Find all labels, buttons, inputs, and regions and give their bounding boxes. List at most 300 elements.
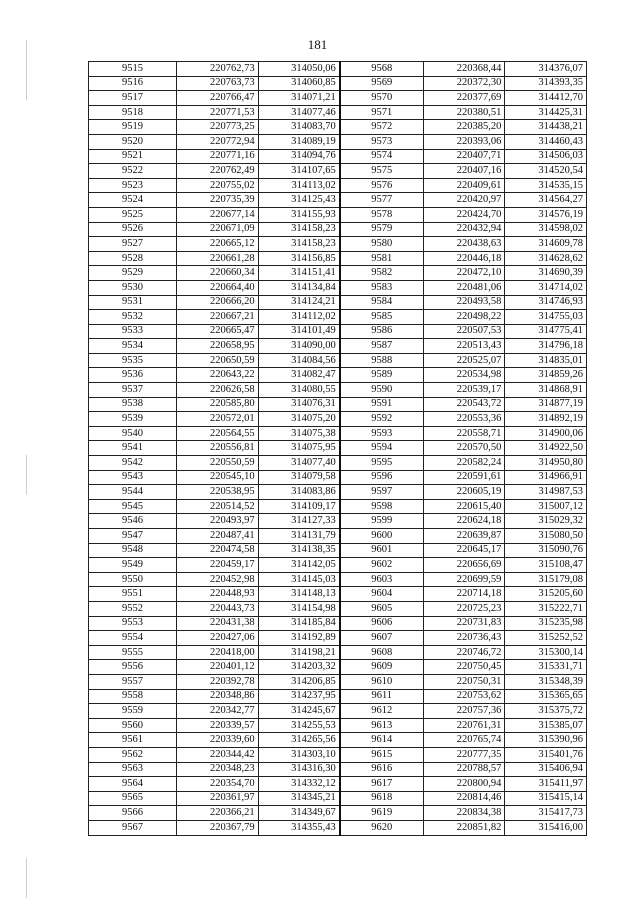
y-coordinate-right: 315417,73	[505, 806, 587, 821]
table-row	[89, 310, 587, 325]
point-number-left: 9536	[89, 368, 177, 383]
table-row	[89, 193, 587, 208]
scan-margin-line	[26, 858, 27, 898]
table-row	[89, 777, 587, 792]
table-row	[89, 339, 587, 354]
x-coordinate-right: 220570,50	[423, 441, 505, 456]
table-row	[89, 806, 587, 821]
y-coordinate-right: 314714,02	[505, 280, 587, 295]
y-coordinate-right: 314576,19	[505, 207, 587, 222]
point-number-right: 9593	[340, 426, 424, 441]
point-number-left: 9550	[89, 572, 177, 587]
x-coordinate-right: 220377,69	[423, 91, 505, 106]
point-number-left: 9519	[89, 120, 177, 135]
x-coordinate-left: 220773,25	[177, 120, 259, 135]
table-row	[89, 368, 587, 383]
point-number-right: 9584	[340, 295, 424, 310]
y-coordinate-left: 314127,33	[258, 514, 340, 529]
point-number-right: 9607	[340, 631, 424, 646]
x-coordinate-left: 220487,41	[177, 529, 259, 544]
x-coordinate-left: 220735,39	[177, 193, 259, 208]
x-coordinate-left: 220538,95	[177, 485, 259, 500]
point-number-left: 9517	[89, 91, 177, 106]
x-coordinate-left: 220550,59	[177, 456, 259, 471]
table-row	[89, 733, 587, 748]
table-row	[89, 353, 587, 368]
y-coordinate-right: 314987,53	[505, 485, 587, 500]
point-number-right: 9605	[340, 601, 424, 616]
x-coordinate-right: 220558,71	[423, 426, 505, 441]
y-coordinate-left: 314075,20	[258, 412, 340, 427]
y-coordinate-right: 314438,21	[505, 120, 587, 135]
x-coordinate-left: 220667,21	[177, 310, 259, 325]
y-coordinate-right: 315179,08	[505, 572, 587, 587]
point-number-left: 9556	[89, 660, 177, 675]
x-coordinate-left: 220354,70	[177, 777, 259, 792]
point-number-right: 9620	[340, 820, 424, 835]
y-coordinate-right: 315029,32	[505, 514, 587, 529]
point-number-left: 9543	[89, 470, 177, 485]
y-coordinate-left: 314198,21	[258, 645, 340, 660]
y-coordinate-left: 314107,65	[258, 164, 340, 179]
x-coordinate-left: 220342,77	[177, 704, 259, 719]
point-number-right: 9580	[340, 237, 424, 252]
y-coordinate-left: 314192,89	[258, 631, 340, 646]
x-coordinate-right: 220591,61	[423, 470, 505, 485]
point-number-right: 9573	[340, 134, 424, 149]
point-number-right: 9602	[340, 558, 424, 573]
point-number-left: 9552	[89, 601, 177, 616]
point-number-right: 9589	[340, 368, 424, 383]
point-number-left: 9538	[89, 397, 177, 412]
y-coordinate-right: 315365,65	[505, 689, 587, 704]
x-coordinate-left: 220339,57	[177, 718, 259, 733]
point-number-right: 9617	[340, 777, 424, 792]
y-coordinate-right: 314535,15	[505, 178, 587, 193]
y-coordinate-right: 315235,98	[505, 616, 587, 631]
table-row	[89, 631, 587, 646]
point-number-right: 9585	[340, 310, 424, 325]
x-coordinate-right: 220800,94	[423, 777, 505, 792]
x-coordinate-right: 220746,72	[423, 645, 505, 660]
point-number-left: 9534	[89, 339, 177, 354]
x-coordinate-right: 220432,94	[423, 222, 505, 237]
y-coordinate-right: 314425,31	[505, 105, 587, 120]
y-coordinate-right: 314859,26	[505, 368, 587, 383]
point-number-right: 9604	[340, 587, 424, 602]
y-coordinate-left: 314050,06	[258, 62, 340, 77]
point-number-left: 9527	[89, 237, 177, 252]
point-number-right: 9569	[340, 76, 424, 91]
y-coordinate-right: 314393,35	[505, 76, 587, 91]
x-coordinate-left: 220427,06	[177, 631, 259, 646]
point-number-right: 9575	[340, 164, 424, 179]
x-coordinate-left: 220367,79	[177, 820, 259, 835]
table-row	[89, 324, 587, 339]
y-coordinate-left: 314083,86	[258, 485, 340, 500]
table-row	[89, 251, 587, 266]
x-coordinate-right: 220814,46	[423, 791, 505, 806]
table-row	[89, 266, 587, 281]
point-number-right: 9590	[340, 383, 424, 398]
x-coordinate-left: 220452,98	[177, 572, 259, 587]
x-coordinate-right: 220393,06	[423, 134, 505, 149]
x-coordinate-right: 220761,31	[423, 718, 505, 733]
point-number-left: 9524	[89, 193, 177, 208]
y-coordinate-right: 314564,27	[505, 193, 587, 208]
y-coordinate-right: 314892,19	[505, 412, 587, 427]
x-coordinate-left: 220443,73	[177, 601, 259, 616]
point-number-right: 9600	[340, 529, 424, 544]
table-row	[89, 207, 587, 222]
y-coordinate-left: 314255,53	[258, 718, 340, 733]
table-row	[89, 718, 587, 733]
y-coordinate-right: 314690,39	[505, 266, 587, 281]
y-coordinate-left: 314083,70	[258, 120, 340, 135]
x-coordinate-left: 220556,81	[177, 441, 259, 456]
x-coordinate-right: 220420,97	[423, 193, 505, 208]
point-number-left: 9557	[89, 674, 177, 689]
y-coordinate-right: 315222,71	[505, 601, 587, 616]
point-number-left: 9555	[89, 645, 177, 660]
table-row	[89, 601, 587, 616]
x-coordinate-left: 220348,23	[177, 762, 259, 777]
point-number-right: 9615	[340, 747, 424, 762]
table-row	[89, 499, 587, 514]
point-number-left: 9518	[89, 105, 177, 120]
table-row	[89, 543, 587, 558]
table-row	[89, 820, 587, 835]
x-coordinate-left: 220762,49	[177, 164, 259, 179]
y-coordinate-left: 314080,55	[258, 383, 340, 398]
x-coordinate-right: 220539,17	[423, 383, 505, 398]
table-row	[89, 747, 587, 762]
x-coordinate-left: 220771,53	[177, 105, 259, 120]
point-number-right: 9574	[340, 149, 424, 164]
point-number-right: 9570	[340, 91, 424, 106]
y-coordinate-right: 315331,71	[505, 660, 587, 675]
table-row	[89, 178, 587, 193]
table-row	[89, 120, 587, 135]
point-number-right: 9592	[340, 412, 424, 427]
point-number-right: 9608	[340, 645, 424, 660]
point-number-left: 9525	[89, 207, 177, 222]
x-coordinate-right: 220481,06	[423, 280, 505, 295]
point-number-right: 9609	[340, 660, 424, 675]
y-coordinate-right: 315348,39	[505, 674, 587, 689]
table-row	[89, 412, 587, 427]
x-coordinate-right: 220407,71	[423, 149, 505, 164]
x-coordinate-right: 220605,19	[423, 485, 505, 500]
y-coordinate-left: 314084,56	[258, 353, 340, 368]
y-coordinate-right: 314796,18	[505, 339, 587, 354]
y-coordinate-left: 314082,47	[258, 368, 340, 383]
table-row	[89, 674, 587, 689]
y-coordinate-left: 314060,85	[258, 76, 340, 91]
point-number-left: 9554	[89, 631, 177, 646]
x-coordinate-right: 220409,61	[423, 178, 505, 193]
y-coordinate-right: 314520,54	[505, 164, 587, 179]
point-number-right: 9614	[340, 733, 424, 748]
point-number-left: 9526	[89, 222, 177, 237]
table-row	[89, 222, 587, 237]
x-coordinate-left: 220755,02	[177, 178, 259, 193]
x-coordinate-left: 220643,22	[177, 368, 259, 383]
x-coordinate-left: 220448,93	[177, 587, 259, 602]
y-coordinate-left: 314355,43	[258, 820, 340, 835]
y-coordinate-right: 314900,06	[505, 426, 587, 441]
x-coordinate-right: 220513,43	[423, 339, 505, 354]
x-coordinate-left: 220650,59	[177, 353, 259, 368]
point-number-left: 9542	[89, 456, 177, 471]
y-coordinate-left: 314112,02	[258, 310, 340, 325]
y-coordinate-left: 314094,76	[258, 149, 340, 164]
x-coordinate-left: 220658,95	[177, 339, 259, 354]
y-coordinate-left: 314142,05	[258, 558, 340, 573]
y-coordinate-left: 314237,95	[258, 689, 340, 704]
point-number-left: 9529	[89, 266, 177, 281]
y-coordinate-right: 315090,76	[505, 543, 587, 558]
coordinates-table-body	[89, 62, 587, 836]
point-number-left: 9559	[89, 704, 177, 719]
x-coordinate-left: 220572,01	[177, 412, 259, 427]
y-coordinate-right: 314412,70	[505, 91, 587, 106]
y-coordinate-left: 314075,95	[258, 441, 340, 456]
x-coordinate-right: 220407,16	[423, 164, 505, 179]
y-coordinate-right: 315406,94	[505, 762, 587, 777]
y-coordinate-right: 314922,50	[505, 441, 587, 456]
y-coordinate-right: 314775,41	[505, 324, 587, 339]
y-coordinate-left: 314090,00	[258, 339, 340, 354]
table-row	[89, 91, 587, 106]
x-coordinate-left: 220361,97	[177, 791, 259, 806]
y-coordinate-left: 314156,85	[258, 251, 340, 266]
point-number-left: 9565	[89, 791, 177, 806]
y-coordinate-right: 315385,07	[505, 718, 587, 733]
point-number-left: 9520	[89, 134, 177, 149]
point-number-right: 9579	[340, 222, 424, 237]
y-coordinate-right: 314460,43	[505, 134, 587, 149]
y-coordinate-left: 314089,19	[258, 134, 340, 149]
x-coordinate-right: 220788,57	[423, 762, 505, 777]
x-coordinate-left: 220392,78	[177, 674, 259, 689]
point-number-left: 9551	[89, 587, 177, 602]
scan-margin-line	[26, 455, 27, 495]
x-coordinate-right: 220446,18	[423, 251, 505, 266]
x-coordinate-right: 220553,36	[423, 412, 505, 427]
x-coordinate-right: 220615,40	[423, 499, 505, 514]
table-row	[89, 470, 587, 485]
x-coordinate-left: 220459,17	[177, 558, 259, 573]
y-coordinate-left: 314185,84	[258, 616, 340, 631]
x-coordinate-left: 220344,42	[177, 747, 259, 762]
table-row	[89, 295, 587, 310]
table-row	[89, 558, 587, 573]
y-coordinate-right: 315416,00	[505, 820, 587, 835]
x-coordinate-right: 220624,18	[423, 514, 505, 529]
y-coordinate-right: 315411,97	[505, 777, 587, 792]
x-coordinate-left: 220762,73	[177, 62, 259, 77]
y-coordinate-left: 314158,23	[258, 222, 340, 237]
point-number-right: 9571	[340, 105, 424, 120]
point-number-left: 9521	[89, 149, 177, 164]
x-coordinate-left: 220366,21	[177, 806, 259, 821]
y-coordinate-right: 315007,12	[505, 499, 587, 514]
y-coordinate-left: 314203,32	[258, 660, 340, 675]
y-coordinate-left: 314076,31	[258, 397, 340, 412]
point-number-right: 9577	[340, 193, 424, 208]
point-number-left: 9566	[89, 806, 177, 821]
y-coordinate-left: 314303,10	[258, 747, 340, 762]
x-coordinate-right: 220765,74	[423, 733, 505, 748]
point-number-right: 9611	[340, 689, 424, 704]
x-coordinate-right: 220380,51	[423, 105, 505, 120]
table-row	[89, 689, 587, 704]
y-coordinate-left: 314154,98	[258, 601, 340, 616]
y-coordinate-left: 314113,02	[258, 178, 340, 193]
y-coordinate-right: 314376,07	[505, 62, 587, 77]
y-coordinate-left: 314155,93	[258, 207, 340, 222]
point-number-left: 9562	[89, 747, 177, 762]
y-coordinate-right: 315300,14	[505, 645, 587, 660]
point-number-right: 9588	[340, 353, 424, 368]
x-coordinate-right: 220543,72	[423, 397, 505, 412]
y-coordinate-right: 315080,50	[505, 529, 587, 544]
x-coordinate-right: 220385,20	[423, 120, 505, 135]
table-row	[89, 616, 587, 631]
table-row	[89, 704, 587, 719]
point-number-right: 9603	[340, 572, 424, 587]
table-row	[89, 134, 587, 149]
x-coordinate-right: 220472,10	[423, 266, 505, 281]
y-coordinate-left: 314138,35	[258, 543, 340, 558]
table-row	[89, 426, 587, 441]
table-row	[89, 456, 587, 471]
point-number-right: 9619	[340, 806, 424, 821]
y-coordinate-left: 314158,23	[258, 237, 340, 252]
y-coordinate-left: 314071,21	[258, 91, 340, 106]
x-coordinate-left: 220771,16	[177, 149, 259, 164]
point-number-right: 9618	[340, 791, 424, 806]
point-number-left: 9567	[89, 820, 177, 835]
y-coordinate-right: 315390,96	[505, 733, 587, 748]
point-number-right: 9612	[340, 704, 424, 719]
point-number-right: 9581	[340, 251, 424, 266]
table-row	[89, 62, 587, 77]
point-number-left: 9522	[89, 164, 177, 179]
point-number-right: 9586	[340, 324, 424, 339]
y-coordinate-left: 314077,46	[258, 105, 340, 120]
table-row	[89, 280, 587, 295]
point-number-left: 9515	[89, 62, 177, 77]
x-coordinate-right: 220438,63	[423, 237, 505, 252]
x-coordinate-left: 220418,00	[177, 645, 259, 660]
y-coordinate-right: 315252,52	[505, 631, 587, 646]
x-coordinate-left: 220766,47	[177, 91, 259, 106]
point-number-right: 9613	[340, 718, 424, 733]
x-coordinate-left: 220661,28	[177, 251, 259, 266]
point-number-right: 9582	[340, 266, 424, 281]
point-number-right: 9616	[340, 762, 424, 777]
y-coordinate-right: 314877,19	[505, 397, 587, 412]
page-number: 181	[307, 37, 328, 52]
point-number-right: 9594	[340, 441, 424, 456]
x-coordinate-right: 220368,44	[423, 62, 505, 77]
x-coordinate-right: 220656,69	[423, 558, 505, 573]
x-coordinate-right: 220498,22	[423, 310, 505, 325]
x-coordinate-right: 220645,17	[423, 543, 505, 558]
point-number-right: 9598	[340, 499, 424, 514]
point-number-left: 9541	[89, 441, 177, 456]
point-number-left: 9530	[89, 280, 177, 295]
table-row	[89, 105, 587, 120]
x-coordinate-left: 220348,86	[177, 689, 259, 704]
point-number-left: 9546	[89, 514, 177, 529]
point-number-right: 9595	[340, 456, 424, 471]
point-number-left: 9548	[89, 543, 177, 558]
x-coordinate-right: 220750,45	[423, 660, 505, 675]
y-coordinate-left: 314109,17	[258, 499, 340, 514]
y-coordinate-left: 314131,79	[258, 529, 340, 544]
point-number-right: 9578	[340, 207, 424, 222]
table-row	[89, 572, 587, 587]
point-number-left: 9560	[89, 718, 177, 733]
table-row	[89, 529, 587, 544]
x-coordinate-right: 220731,83	[423, 616, 505, 631]
y-coordinate-right: 314950,80	[505, 456, 587, 471]
y-coordinate-right: 314755,03	[505, 310, 587, 325]
y-coordinate-left: 314124,21	[258, 295, 340, 310]
x-coordinate-right: 220372,30	[423, 76, 505, 91]
y-coordinate-left: 314125,43	[258, 193, 340, 208]
x-coordinate-right: 220851,82	[423, 820, 505, 835]
point-number-left: 9545	[89, 499, 177, 514]
point-number-left: 9532	[89, 310, 177, 325]
point-number-right: 9610	[340, 674, 424, 689]
x-coordinate-right: 220714,18	[423, 587, 505, 602]
x-coordinate-left: 220514,52	[177, 499, 259, 514]
x-coordinate-left: 220545,10	[177, 470, 259, 485]
y-coordinate-left: 314077,40	[258, 456, 340, 471]
point-number-left: 9523	[89, 178, 177, 193]
coordinates-table	[88, 61, 587, 836]
x-coordinate-right: 220757,36	[423, 704, 505, 719]
x-coordinate-right: 220424,70	[423, 207, 505, 222]
y-coordinate-left: 314079,58	[258, 470, 340, 485]
table-row	[89, 441, 587, 456]
point-number-left: 9531	[89, 295, 177, 310]
x-coordinate-right: 220777,35	[423, 747, 505, 762]
x-coordinate-right: 220750,31	[423, 674, 505, 689]
x-coordinate-left: 220564,55	[177, 426, 259, 441]
table-row	[89, 645, 587, 660]
table-row	[89, 397, 587, 412]
x-coordinate-left: 220626,58	[177, 383, 259, 398]
y-coordinate-right: 314506,03	[505, 149, 587, 164]
y-coordinate-right: 314966,91	[505, 470, 587, 485]
y-coordinate-right: 315401,76	[505, 747, 587, 762]
x-coordinate-right: 220725,23	[423, 601, 505, 616]
x-coordinate-left: 220666,20	[177, 295, 259, 310]
y-coordinate-right: 315108,47	[505, 558, 587, 573]
y-coordinate-left: 314349,67	[258, 806, 340, 821]
point-number-right: 9591	[340, 397, 424, 412]
x-coordinate-right: 220834,38	[423, 806, 505, 821]
point-number-left: 9528	[89, 251, 177, 266]
y-coordinate-left: 314075,38	[258, 426, 340, 441]
x-coordinate-left: 220772,94	[177, 134, 259, 149]
y-coordinate-left: 314145,03	[258, 572, 340, 587]
